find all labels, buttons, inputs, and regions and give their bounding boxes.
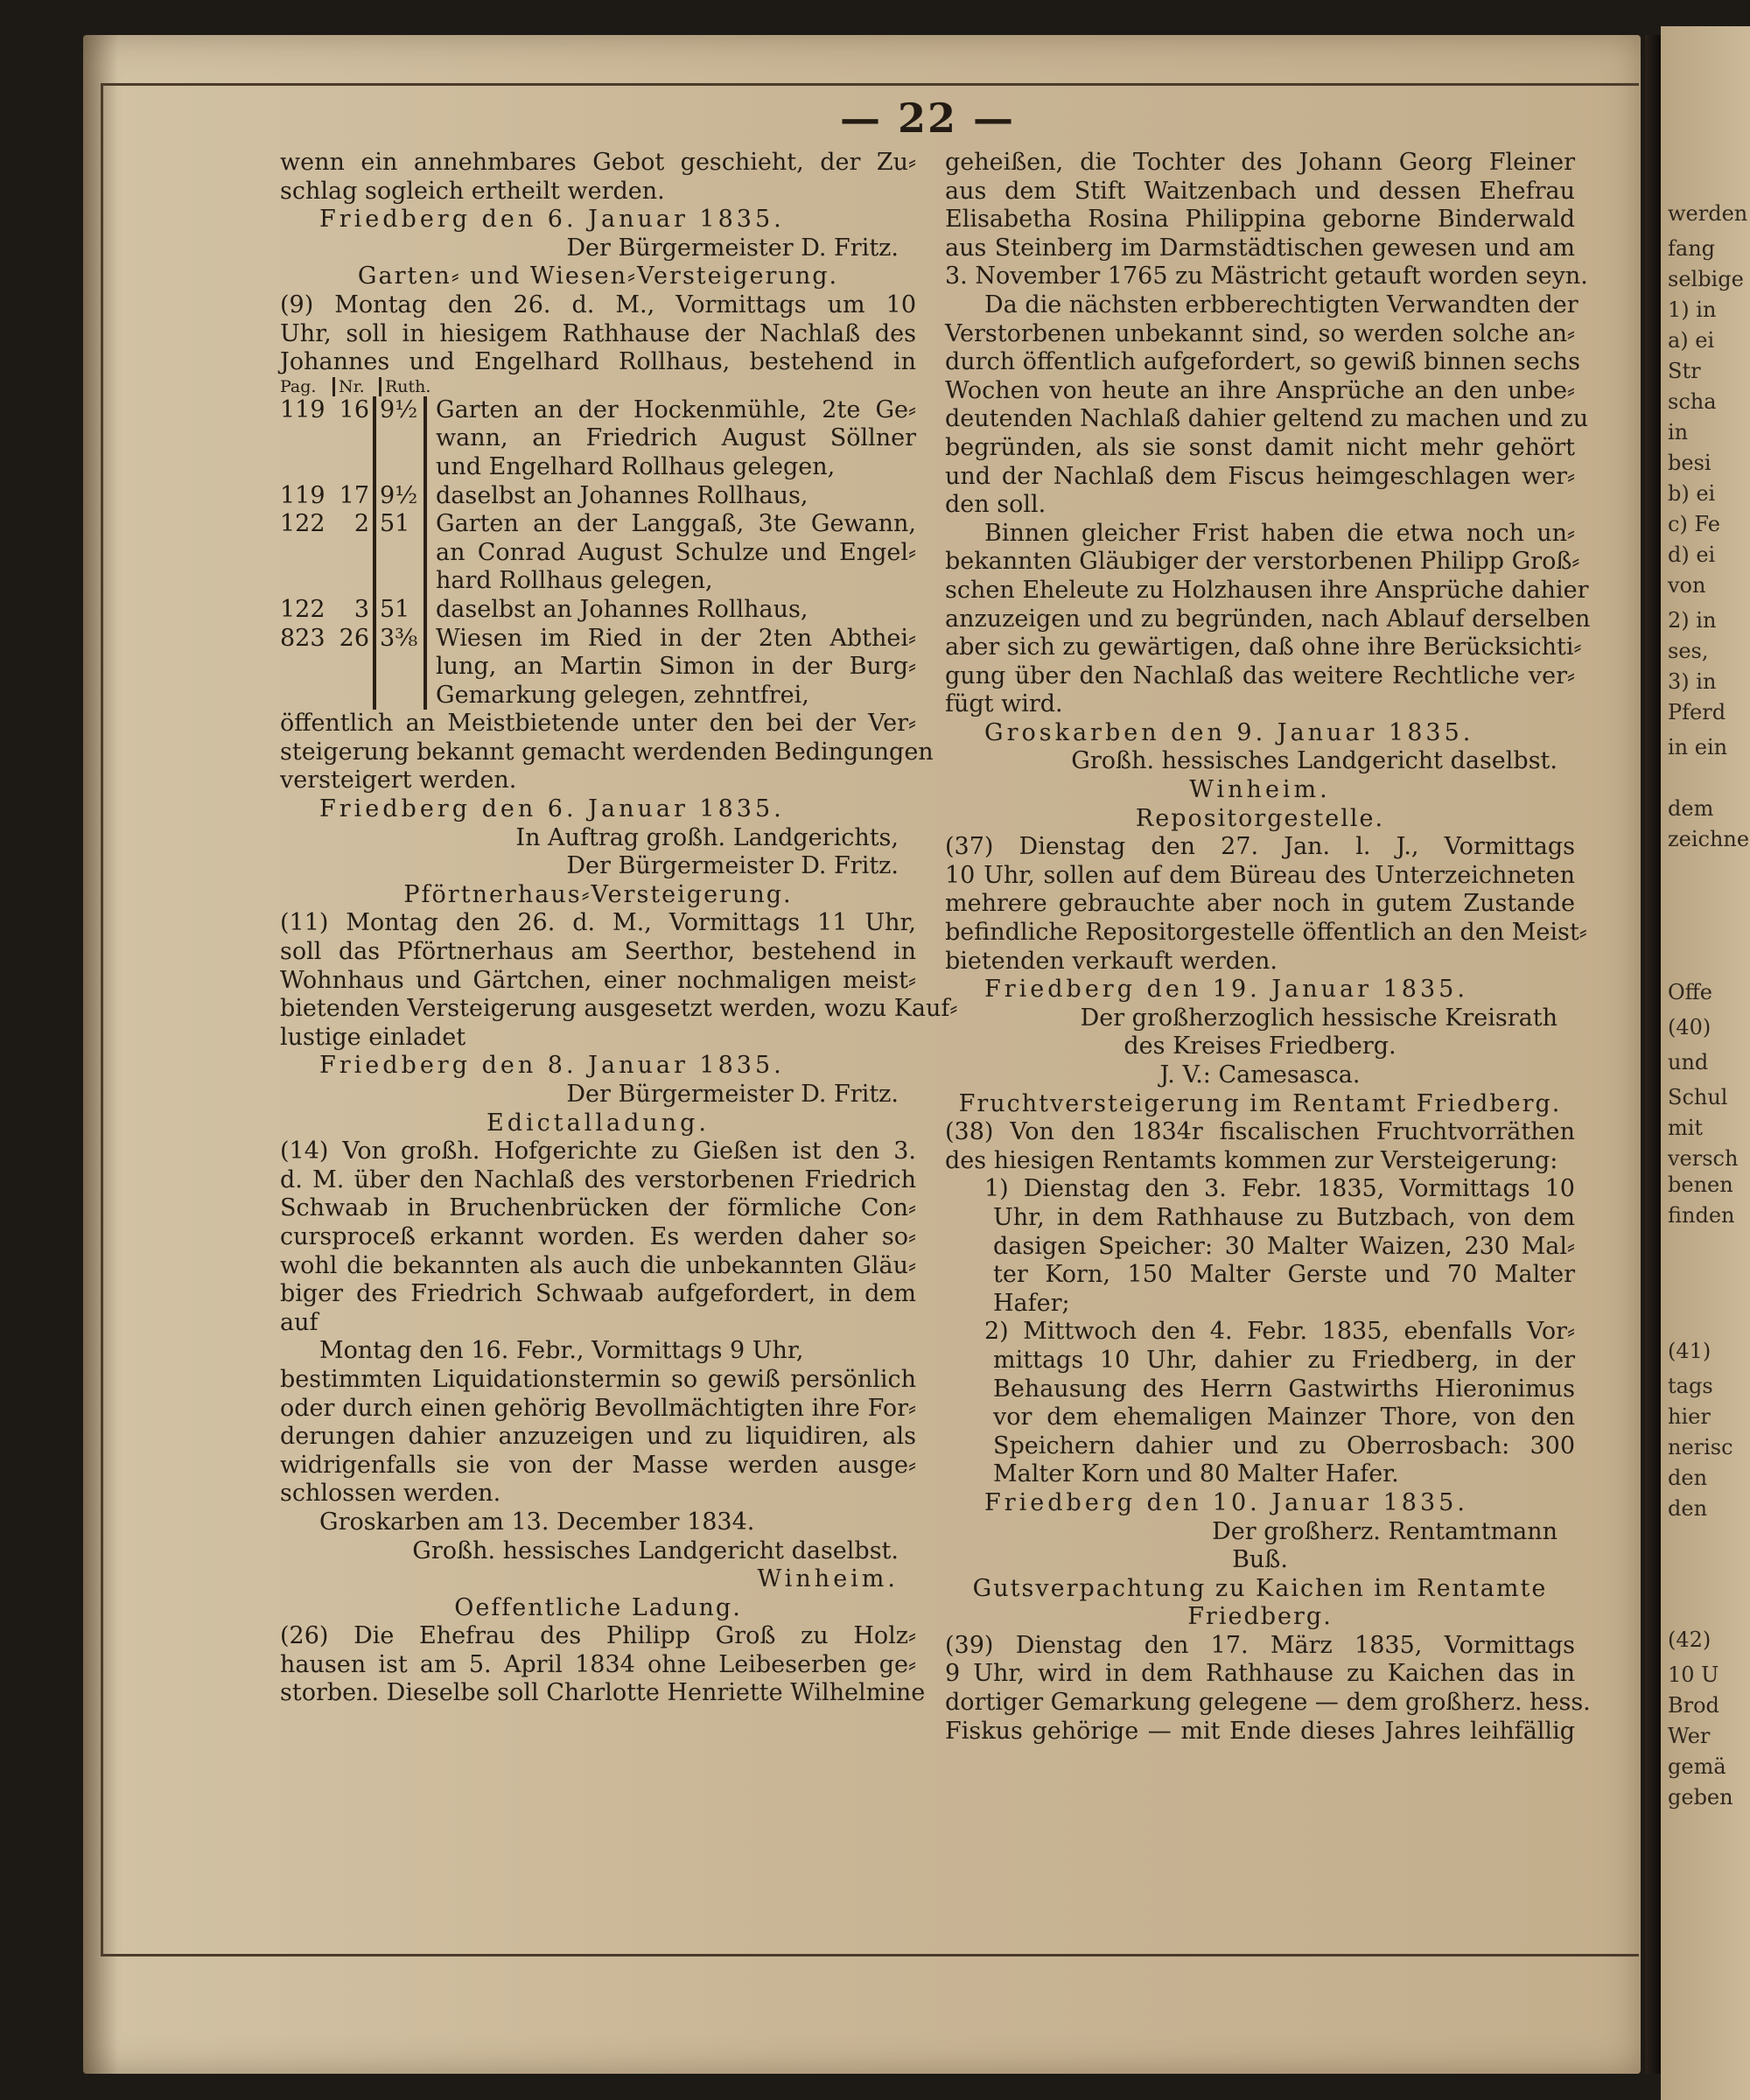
text-line: wohl die bekannten als auch die unbekannten Gläu⸗ bbox=[280, 1251, 916, 1279]
signature: Großh. hessisches Landgericht daselbst. bbox=[1071, 747, 1558, 775]
text-line: ter Korn, 150 Malter Gerste und 70 Malter bbox=[993, 1261, 1575, 1289]
section-heading: Garten⸗ und Wiesen⸗Versteigerung. bbox=[357, 262, 839, 290]
text-line: dortiger Gemarkung gelegene — dem großherz. hess. bbox=[945, 1689, 1591, 1717]
place-date: Groskarben den 9. Januar 1835. bbox=[984, 718, 1474, 746]
next-page-fragment: fang bbox=[1668, 236, 1716, 261]
cell-pag: 122 bbox=[280, 595, 326, 623]
text-line: anzuzeigen und zu begründen, nach Ablauf derselben bbox=[945, 605, 1591, 633]
cell-ruth: 51 bbox=[376, 510, 427, 539]
text-line: Fiskus gehörige — mit Ende dieses Jahres leihfällig bbox=[945, 1717, 1575, 1745]
next-page-fragment: finden bbox=[1668, 1203, 1735, 1228]
text-line: aber sich zu gewärtigen, daß ohne ihre Berücksichti⸗ bbox=[945, 634, 1582, 662]
cell-description: hard Rollhaus gelegen, bbox=[436, 567, 713, 595]
text-line: bekannten Gläubiger der verstorbenen Philipp Groß⸗ bbox=[945, 548, 1580, 576]
next-page-fragment: den bbox=[1668, 1466, 1708, 1490]
text-line: bietenden Versteigerung ausgesetzt werden, wozu Kauf⸗ bbox=[280, 995, 958, 1023]
text-line: und der Nachlaß dem Fiscus heimgeschlagen wer⸗ bbox=[945, 462, 1575, 490]
signature: Buß. bbox=[1232, 1546, 1288, 1574]
text-line: versteigert werden. bbox=[280, 766, 517, 794]
text-line: begründen, als sie sonst damit nicht mehr gehört bbox=[945, 433, 1575, 461]
cell-nr: 2 bbox=[332, 510, 376, 539]
text-line: dasigen Speicher: 30 Malter Waizen, 230 Mal⸗ bbox=[993, 1232, 1575, 1260]
next-page-fragment: c) Fe bbox=[1668, 512, 1720, 536]
table-row bbox=[280, 482, 916, 511]
text-line: d. M. über den Nachlaß des verstorbenen Friedrich bbox=[280, 1166, 916, 1194]
cell-pag: 119 bbox=[280, 396, 326, 424]
text-line: den soll. bbox=[945, 491, 1046, 519]
notice-top bbox=[280, 149, 916, 262]
cell-ruth bbox=[376, 424, 427, 453]
next-page-fragment: und bbox=[1668, 1050, 1709, 1074]
cell-description: an Conrad August Schulze und Engel⸗ bbox=[436, 538, 916, 566]
cell-nr: 17 bbox=[332, 482, 376, 511]
next-page-fragment: besi bbox=[1668, 451, 1712, 475]
cell-nr bbox=[332, 653, 376, 682]
table-row bbox=[280, 596, 916, 625]
cell-description: Garten an der Hockenmühle, 2te Ge⸗ bbox=[436, 396, 916, 424]
text-line: biger des Friedrich Schwaab aufgefordert, in dem bbox=[280, 1280, 916, 1308]
text-line: (37) Dienstag den 27. Jan. l. J., Vormittags bbox=[945, 833, 1575, 861]
next-page-fragment: hier bbox=[1668, 1404, 1711, 1429]
next-page-edge bbox=[1661, 26, 1750, 2100]
text-line: Schwaab in Bruchenbrücken der förmliche Con⸗ bbox=[280, 1194, 916, 1222]
cell-pag bbox=[280, 424, 332, 453]
cell-description: Garten an der Langgaß, 3te Gewann, bbox=[436, 510, 916, 538]
cell-ruth bbox=[376, 682, 427, 710]
next-page-fragment: nerisc bbox=[1668, 1435, 1733, 1460]
next-page-fragment: von bbox=[1668, 573, 1706, 598]
text-line: cursproceß erkannt worden. Es werden daher so⸗ bbox=[280, 1222, 916, 1250]
signature: Der Bürgermeister D. Fritz. bbox=[566, 1081, 899, 1108]
next-page-fragment: mit bbox=[1668, 1116, 1704, 1140]
text-line: Hafer; bbox=[993, 1289, 1070, 1317]
table-row bbox=[280, 567, 916, 596]
text-line: schen Eheleute zu Holzhausen ihre Ansprüche dahier bbox=[945, 576, 1589, 604]
table-row bbox=[280, 682, 916, 710]
property-table-header bbox=[280, 377, 916, 396]
text-line: gung über den Nachlaß das weitere Rechtliche ver⸗ bbox=[945, 662, 1575, 690]
section-heading: Repositorgestelle. bbox=[1135, 804, 1385, 832]
text-line: des hiesigen Rentamts kommen zur Versteigerung: bbox=[945, 1146, 1558, 1174]
cell-ruth: 9½ bbox=[376, 482, 427, 511]
next-page-fragment: 1) in bbox=[1668, 298, 1717, 322]
place-date: Friedberg den 8. Januar 1835. bbox=[319, 1052, 785, 1080]
text-line: hausen ist am 5. April 1834 ohne Leibeserben ge⸗ bbox=[280, 1650, 916, 1678]
text-line: Uhr, soll in hiesigem Rathhause der Nachlaß des bbox=[280, 319, 916, 347]
text-line: deutenden Nachlaß dahier geltend zu machen und zu bbox=[945, 405, 1589, 433]
place-date: Friedberg den 19. Januar 1835. bbox=[984, 976, 1468, 1004]
text-line: storben. Dieselbe soll Charlotte Henriette Wilhelmine bbox=[280, 1679, 926, 1707]
table-row bbox=[280, 539, 916, 568]
next-page-fragment: Str bbox=[1668, 359, 1701, 383]
table-row bbox=[280, 653, 916, 682]
column-header-pag: Pag. bbox=[280, 376, 317, 396]
text-line: Montag den 16. Febr., Vormittags 9 Uhr, bbox=[319, 1337, 804, 1365]
section-heading: Pförtnerhaus⸗Versteigerung. bbox=[403, 880, 793, 908]
next-page-fragment: (41) bbox=[1668, 1339, 1712, 1363]
cell-ruth bbox=[376, 539, 427, 568]
signature: J. V.: Camesasca. bbox=[1159, 1061, 1361, 1088]
signature: des Kreises Friedberg. bbox=[1124, 1032, 1396, 1060]
book-spine bbox=[1645, 35, 1661, 2074]
text-line: Wochen von heute an ihre Ansprüche an den unbe⸗ bbox=[945, 376, 1575, 404]
next-page-fragment: dem bbox=[1668, 796, 1714, 821]
text-line: aus Steinberg im Darmstädtischen gewesen und am bbox=[945, 234, 1575, 262]
cell-description: Gemarkung gelegen, zehntfrei, bbox=[436, 681, 809, 709]
text-line: lustige einladet bbox=[280, 1023, 466, 1051]
list-item: 2) Mittwoch den 4. Febr. 1835, ebenfalls Vor⸗ bbox=[984, 1318, 1575, 1346]
next-page-fragment: benen bbox=[1668, 1172, 1733, 1197]
notice-37 bbox=[945, 833, 1587, 1089]
cell-nr: 26 bbox=[332, 625, 376, 654]
text-line: fügt wird. bbox=[945, 690, 1063, 718]
property-table bbox=[280, 396, 916, 710]
next-page-fragment: werden bbox=[1668, 201, 1748, 226]
text-line: steigerung bekannt gemacht werdenden Bedingungen bbox=[280, 738, 934, 766]
table-row bbox=[280, 396, 916, 425]
notice-26-continued bbox=[945, 149, 1591, 805]
cell-ruth: 3⅜ bbox=[376, 625, 427, 654]
next-page-fragment: (42) bbox=[1668, 1628, 1712, 1652]
text-line: (14) Von großh. Hofgerichte zu Gießen ist den 3. bbox=[280, 1138, 916, 1166]
text-line: (11) Montag den 26. d. M., Vormittags 11 Uhr, bbox=[280, 909, 916, 937]
text-line: (26) Die Ehefrau des Philipp Groß zu Holz⸗ bbox=[280, 1622, 916, 1650]
text-line: Behausung des Herrn Gastwirths Hieronimus bbox=[993, 1375, 1575, 1403]
cell-description: Wiesen im Ried in der 2ten Abthei⸗ bbox=[436, 624, 916, 652]
next-page-fragment: 10 U bbox=[1668, 1662, 1719, 1687]
place-date: Friedberg den 6. Januar 1835. bbox=[319, 795, 785, 823]
text-line: (9) Montag den 26. d. M., Vormittags um 10 bbox=[280, 290, 916, 318]
signature: Großh. hessisches Landgericht daselbst. bbox=[412, 1536, 899, 1564]
text-line: 10 Uhr, sollen auf dem Büreau des Unterzeichneten bbox=[945, 861, 1575, 889]
right-column bbox=[945, 149, 1591, 1746]
text-line: Binnen gleicher Frist haben die etwa noch un⸗ bbox=[984, 519, 1575, 547]
list-item: 1) Dienstag den 3. Febr. 1835, Vormittags 10 bbox=[984, 1175, 1575, 1203]
text-line: (39) Dienstag den 17. März 1835, Vormittags bbox=[945, 1631, 1575, 1659]
next-page-fragment: den bbox=[1668, 1496, 1708, 1521]
text-line: Speichern dahier und zu Oberrosbach: 300 bbox=[993, 1432, 1575, 1460]
table-row bbox=[280, 625, 916, 654]
cell-description: daselbst an Johannes Rollhaus, bbox=[436, 595, 808, 623]
next-page-fragment: Wer bbox=[1668, 1724, 1711, 1748]
cell-pag: 823 bbox=[280, 624, 326, 652]
text-line: durch öffentlich aufgefordert, so gewiß binnen sechs bbox=[945, 348, 1580, 376]
place-date: Friedberg den 10. Januar 1835. bbox=[984, 1488, 1468, 1516]
text-line: derungen dahier anzuzeigen und zu liquidiren, als bbox=[280, 1423, 916, 1451]
text-line: Johannes und Engelhard Rollhaus, bestehend in bbox=[280, 348, 916, 376]
notice-11 bbox=[280, 909, 958, 1109]
section-heading: Friedberg. bbox=[1187, 1603, 1333, 1631]
text-line: wenn ein annehmbares Gebot geschieht, der Zu⸗ bbox=[280, 149, 916, 176]
text-line: bietenden verkauft werden. bbox=[945, 947, 1278, 975]
cell-pag bbox=[280, 453, 332, 482]
column-header-ruth: Ruth. bbox=[379, 377, 430, 396]
next-page-fragment: versch bbox=[1668, 1146, 1739, 1171]
text-line: Verstorbenen unbekannt sind, so werden solche an⸗ bbox=[945, 319, 1575, 347]
text-line: vor dem ehemaligen Mainzer Thore, von den bbox=[993, 1404, 1575, 1432]
place-date: Groskarben am 13. December 1834. bbox=[319, 1508, 755, 1536]
cell-nr bbox=[332, 682, 376, 710]
cell-description: lung, an Martin Simon in der Burg⸗ bbox=[436, 653, 916, 681]
notice-26 bbox=[280, 1622, 926, 1708]
next-page-fragment: scha bbox=[1668, 389, 1717, 414]
column-header-nr: Nr. bbox=[332, 377, 379, 396]
text-line: aus dem Stift Waitzenbach und dessen Ehefrau bbox=[945, 177, 1575, 205]
text-line: auf bbox=[280, 1308, 318, 1336]
cell-pag bbox=[280, 539, 332, 568]
next-page-fragment: (40) bbox=[1668, 1015, 1712, 1040]
text-line: befindliche Repositorgestelle öffentlich an den Meist⸗ bbox=[945, 919, 1587, 947]
cell-pag bbox=[280, 682, 332, 710]
section-heading: Oeffentliche Ladung. bbox=[454, 1593, 742, 1621]
cell-nr: 3 bbox=[332, 596, 376, 625]
text-line: (38) Von den 1834r fiscalischen Fruchtvorräthen bbox=[945, 1118, 1575, 1146]
place-date: Friedberg den 6. Januar 1835. bbox=[319, 206, 785, 234]
next-page-fragment: Brod bbox=[1668, 1693, 1719, 1718]
signature: Der Bürgermeister D. Fritz. bbox=[566, 234, 899, 262]
cell-pag bbox=[280, 653, 332, 682]
text-line: schlossen werden. bbox=[280, 1480, 501, 1508]
next-page-fragment: geben bbox=[1668, 1785, 1733, 1810]
section-heading: Edictalladung. bbox=[486, 1109, 710, 1137]
cell-nr bbox=[332, 453, 376, 482]
table-row bbox=[280, 510, 916, 539]
text-line: schlag sogleich ertheilt werden. bbox=[280, 177, 665, 205]
next-page-fragment: ses, bbox=[1668, 639, 1709, 663]
cell-description: daselbst an Johannes Rollhaus, bbox=[436, 481, 808, 509]
text-line: Malter Korn und 80 Malter Hafer. bbox=[993, 1460, 1399, 1488]
text-line: Elisabetha Rosina Philippina geborne Binderwald bbox=[945, 206, 1575, 234]
next-page-fragment: b) ei bbox=[1668, 481, 1716, 506]
cell-nr bbox=[332, 539, 376, 568]
signature: Winheim. bbox=[757, 1565, 899, 1593]
text-line: 9 Uhr, wird in dem Rathhause zu Kaichen das in bbox=[945, 1660, 1575, 1688]
next-page-fragment: 3) in bbox=[1668, 669, 1717, 694]
text-line: Uhr, in dem Rathhause zu Butzbach, von dem bbox=[993, 1203, 1575, 1231]
next-page-fragment: d) ei bbox=[1668, 542, 1716, 567]
next-page-fragment: gemä bbox=[1668, 1754, 1726, 1779]
text-line: mehrere gebrauchte aber noch in gutem Zustande bbox=[945, 890, 1575, 918]
text-line: geheißen, die Tochter des Johann Georg Fleiner bbox=[945, 149, 1575, 176]
cell-nr bbox=[332, 424, 376, 453]
notice-14 bbox=[280, 1138, 916, 1594]
text-line: oder durch einen gehörig Bevollmächtigten ihre For⸗ bbox=[280, 1394, 916, 1422]
cell-pag: 122 bbox=[280, 510, 326, 538]
next-page-fragment: zeichne bbox=[1668, 827, 1750, 851]
left-column bbox=[280, 149, 958, 1708]
cell-ruth: 51 bbox=[376, 596, 427, 625]
next-page-fragment: selbige bbox=[1668, 267, 1744, 291]
cell-ruth bbox=[376, 567, 427, 596]
cell-ruth: 9½ bbox=[376, 396, 427, 425]
text-line: Wohnhaus und Gärtchen, einer nochmaligen meist⸗ bbox=[280, 966, 916, 994]
table-row bbox=[280, 453, 916, 482]
section-heading: Gutsverpachtung zu Kaichen im Rentamte bbox=[972, 1574, 1548, 1602]
page-number: — 22 — bbox=[839, 94, 1016, 142]
notice-38 bbox=[945, 1118, 1575, 1575]
next-page-fragment: in bbox=[1668, 420, 1689, 444]
cell-nr bbox=[332, 567, 376, 596]
signature: Der großherzoglich hessische Kreisrath bbox=[1080, 1004, 1558, 1032]
cell-pag bbox=[280, 567, 332, 596]
text-line: öffentlich an Meistbietende unter den bei der Ver⸗ bbox=[280, 710, 916, 738]
next-page-fragment: 2) in bbox=[1668, 608, 1717, 633]
next-page-fragment: a) ei bbox=[1668, 328, 1715, 353]
cell-nr: 16 bbox=[332, 396, 376, 425]
next-page-fragment: in ein bbox=[1668, 735, 1728, 760]
cell-description: und Engelhard Rollhaus gelegen, bbox=[436, 452, 836, 480]
text-line: Da die nächsten erbberechtigten Verwandten der bbox=[984, 290, 1578, 318]
next-page-fragment: tags bbox=[1668, 1374, 1713, 1398]
text-line: widrigenfalls sie von der Masse werden ausge⸗ bbox=[280, 1451, 916, 1479]
signature: In Auftrag großh. Landgerichts, bbox=[515, 823, 899, 851]
notice-9 bbox=[280, 290, 934, 881]
cell-ruth bbox=[376, 653, 427, 682]
next-page-fragment: Pferd bbox=[1668, 700, 1726, 724]
text-line: mittags 10 Uhr, dahier zu Friedberg, in der bbox=[993, 1346, 1575, 1374]
cell-ruth bbox=[376, 453, 427, 482]
text-line: bestimmten Liquidationstermin so gewiß persönlich bbox=[280, 1365, 916, 1393]
text-line: 3. November 1765 zu Mästricht getauft worden seyn. bbox=[945, 262, 1588, 290]
signature: Der großherz. Rentamtmann bbox=[1212, 1517, 1558, 1545]
cell-description: wann, an Friedrich August Söllner bbox=[436, 424, 916, 452]
text-line: soll das Pförtnerhaus am Seerthor, bestehend in bbox=[280, 938, 916, 966]
signature: Der Bürgermeister D. Fritz. bbox=[566, 852, 899, 880]
next-page-fragment: Offe bbox=[1668, 980, 1712, 1004]
table-row bbox=[280, 424, 916, 453]
cell-pag: 119 bbox=[280, 481, 326, 509]
section-heading: Fruchtversteigerung im Rentamt Friedberg. bbox=[958, 1089, 1562, 1117]
next-page-fragment: Schul bbox=[1668, 1085, 1728, 1110]
signature: Winheim. bbox=[1189, 776, 1331, 804]
notice-39 bbox=[945, 1631, 1591, 1746]
